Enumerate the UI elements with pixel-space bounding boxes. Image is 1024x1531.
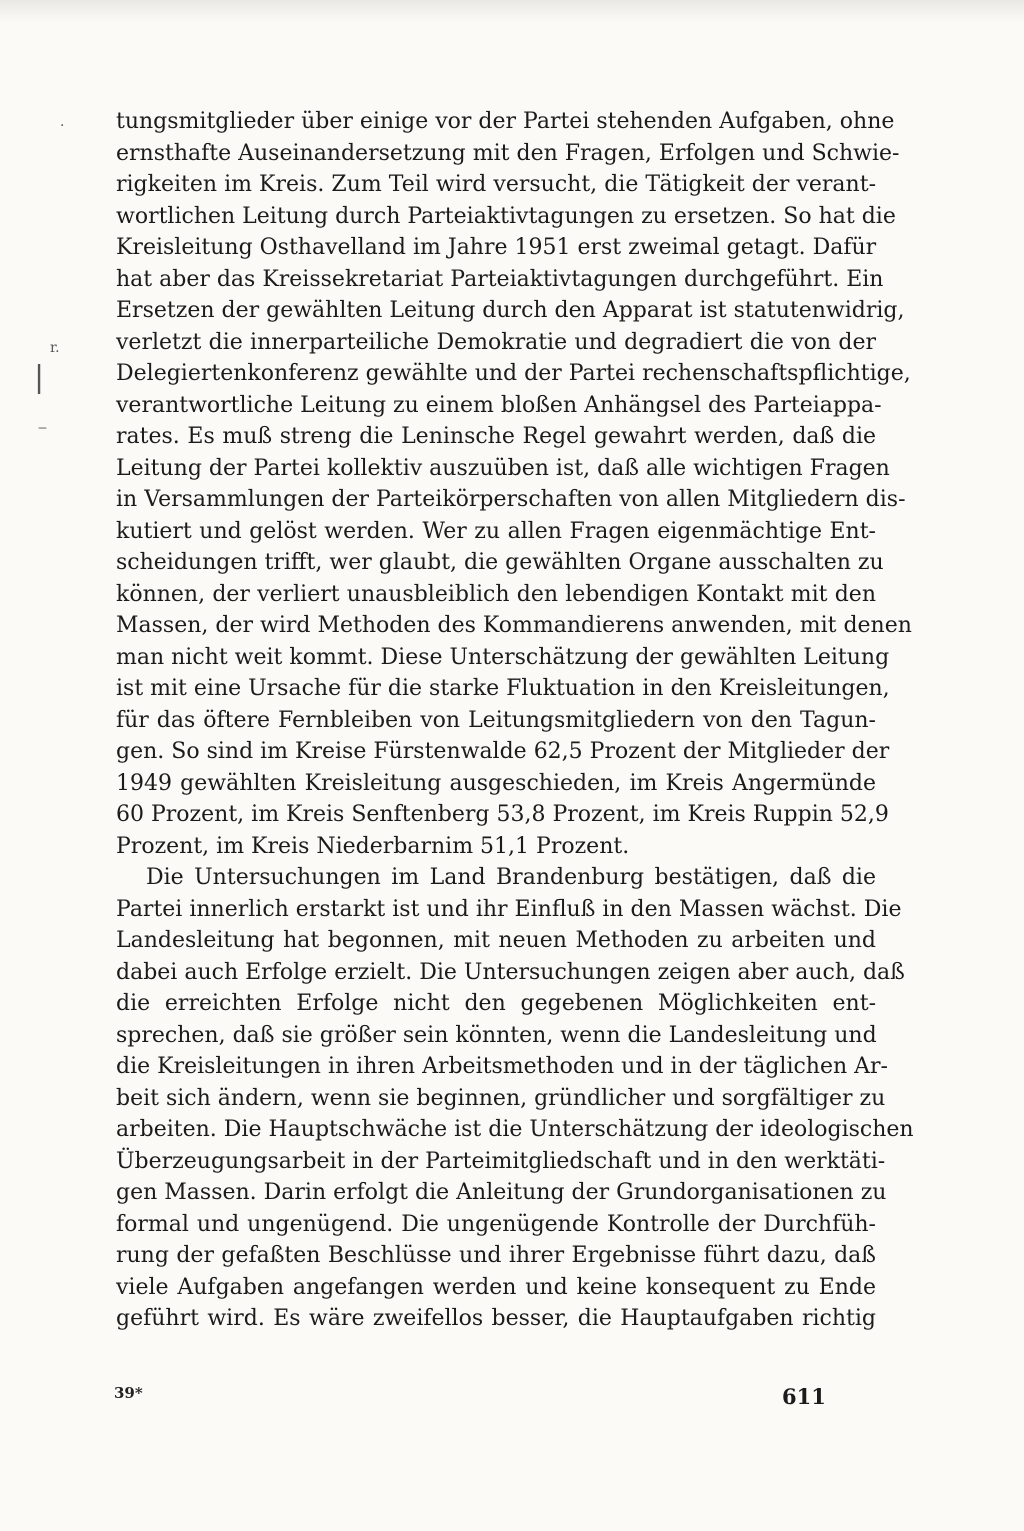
- signature-mark: 39*: [114, 1384, 143, 1402]
- text-line: sprechen, daß sie größer sein könnten, wenn die Landesleitung und: [116, 1022, 877, 1048]
- text-line: geführt wird. Es wäre zweifellos besser, die Hauptaufgaben richtig: [116, 1306, 876, 1331]
- text-line: die Kreisleitungen in ihren Arbeitsmethoden und in der täglichen Ar-: [116, 1054, 888, 1079]
- margin-speck: r.: [50, 340, 60, 356]
- page-number: 611: [782, 1384, 826, 1409]
- margin-speck: |: [34, 360, 45, 395]
- text-line: Partei innerlich erstarkt ist und ihr Einfluß in den Massen wächst. Die: [116, 896, 902, 922]
- text-line: gen. So sind im Kreise Fürstenwalde 62,5 Prozent der Mitglieder der: [116, 739, 890, 764]
- text-line: können, der verliert unausbleiblich den lebendigen Kontakt mit den: [116, 581, 876, 607]
- text-line: arbeiten. Die Hauptschwäche ist die Unterschätzung der ideologischen: [116, 1117, 914, 1142]
- text-line: ernsthafte Auseinandersetzung mit den Fragen, Erfolgen und Schwie-: [116, 140, 900, 166]
- body-text: [116, 106, 914, 1335]
- text-line: Leitung der Partei kollektiv auszuüben ist, daß alle wichtigen Fragen: [116, 455, 890, 481]
- text-line: ist mit eine Ursache für die starke Fluktuation in den Kreisleitungen,: [116, 676, 890, 701]
- margin-speck: ·: [60, 118, 65, 134]
- text-line: kutiert und gelöst werden. Wer zu allen Fragen eigenmächtige Ent-: [116, 518, 876, 544]
- text-line: Ersetzen der gewählten Leitung durch den Apparat ist statutenwidrig,: [116, 298, 905, 323]
- scan-edge-shadow: [0, 0, 1024, 22]
- text-line: man nicht weit kommt. Diese Unterschätzung der gewählten Leitung: [116, 644, 890, 670]
- text-line: verantwortliche Leitung zu einem bloßen Anhängsel des Parteiappa-: [116, 392, 882, 418]
- text-line: Delegiertenkonferenz gewählte und der Partei rechenschaftspflichtige,: [116, 361, 911, 386]
- margin-speck: ‒: [38, 420, 47, 436]
- text-line: Prozent, im Kreis Niederbarnim 51,1 Prozent.: [116, 833, 630, 859]
- text-line: in Versammlungen der Parteikörperschaften von allen Mitgliedern dis-: [116, 487, 906, 512]
- text-line: formal und ungenügend. Die ungenügende Kontrolle der Durchfüh-: [116, 1211, 876, 1237]
- text-line: wortlichen Leitung durch Parteiaktivtagungen zu ersetzen. So hat die: [116, 203, 896, 229]
- text-line: für das öftere Fernbleiben von Leitungsmitgliedern von den Tagun-: [116, 707, 876, 733]
- text-line: dabei auch Erfolge erzielt. Die Untersuchungen zeigen aber auch, daß: [116, 959, 905, 985]
- text-line: die erreichten Erfolge nicht den gegebenen Möglichkeiten ent-: [116, 991, 876, 1016]
- text-line: 60 Prozent, im Kreis Senftenberg 53,8 Prozent, im Kreis Ruppin 52,9: [116, 802, 889, 827]
- text-line: scheidungen trifft, wer glaubt, die gewählten Organe ausschalten zu: [116, 550, 884, 575]
- text-line: beit sich ändern, wenn sie beginnen, gründlicher und sorgfältiger zu: [116, 1085, 886, 1111]
- text-line: gen Massen. Darin erfolgt die Anleitung der Grundorganisationen zu: [116, 1180, 887, 1205]
- text-line: viele Aufgaben angefangen werden und keine konsequent zu Ende: [116, 1274, 876, 1300]
- text-line: tungsmitglieder über einige vor der Partei stehenden Aufgaben, ohne: [116, 109, 895, 134]
- text-line: 1949 gewählten Kreisleitung ausgeschieden, im Kreis Angermünde: [116, 770, 876, 796]
- text-line: hat aber das Kreissekretariat Parteiaktivtagungen durchgeführt. Ein: [116, 266, 884, 292]
- text-line: Landesleitung hat begonnen, mit neuen Methoden zu arbeiten und: [116, 928, 876, 953]
- text-line: Überzeugungsarbeit in der Parteimitgliedschaft und in den werktäti-: [116, 1148, 886, 1174]
- text-line: rigkeiten im Kreis. Zum Teil wird versucht, die Tätigkeit der verant-: [116, 172, 876, 197]
- text-line: Kreisleitung Osthavelland im Jahre 1951 erst zweimal getagt. Dafür: [116, 235, 877, 260]
- paragraph-start-line: Die Untersuchungen im Land Brandenburg bestätigen, daß die: [146, 865, 876, 890]
- text-line: rates. Es muß streng die Leninsche Regel gewahrt werden, daß die: [116, 424, 876, 449]
- text-line: verletzt die innerparteiliche Demokratie und degradiert die von der: [116, 329, 876, 355]
- text-line: Massen, der wird Methoden des Kommandierens anwenden, mit denen: [116, 613, 912, 638]
- text-line: rung der gefaßten Beschlüsse und ihrer Ergebnisse führt dazu, daß: [116, 1243, 876, 1268]
